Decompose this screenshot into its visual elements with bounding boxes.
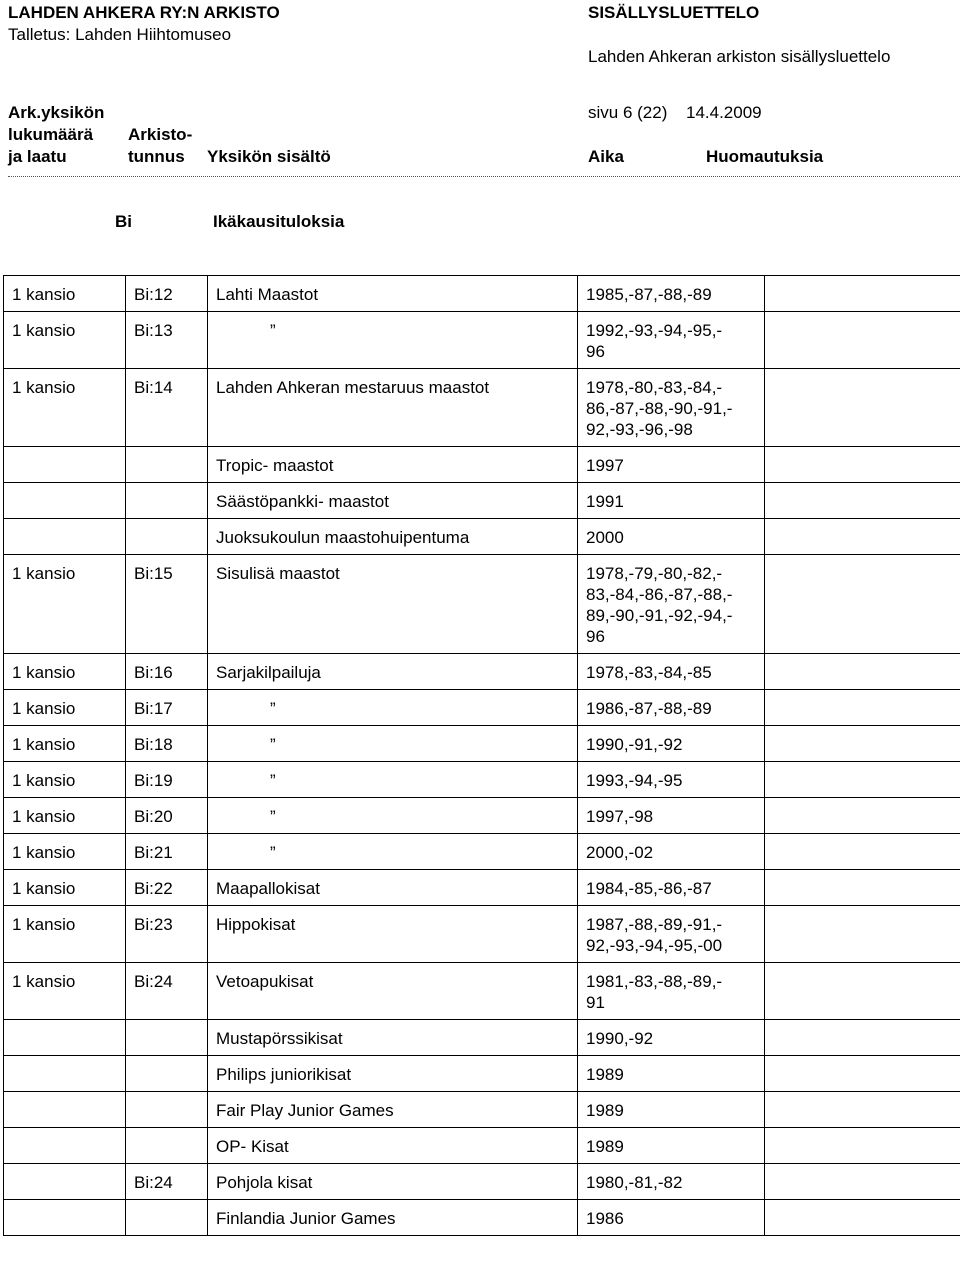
table-row — [4, 483, 960, 519]
code-cell: Bi:12 — [126, 276, 208, 312]
unit-cell: 1 kansio — [4, 726, 126, 762]
content-cell: Tropic- maastot — [208, 447, 578, 483]
unit-cell: 1 kansio — [4, 834, 126, 870]
unit-cell — [4, 447, 126, 483]
time-cell: 1978,-79,-80,-82,- 83,-84,-86,-87,-88,- 89,-90,-91,-92,-94,- 96 — [578, 555, 765, 654]
content-cell: ” — [208, 762, 578, 798]
table-row — [4, 834, 960, 870]
code-cell — [126, 1056, 208, 1092]
time-cell: 1978,-83,-84,-85 — [578, 654, 765, 690]
code-cell: Bi:21 — [126, 834, 208, 870]
content-cell: Lahden Ahkeran mestaruus maastot — [208, 369, 578, 447]
notes-cell — [765, 762, 960, 798]
content-cell: Sisulisä maastot — [208, 555, 578, 654]
notes-cell — [765, 1092, 960, 1128]
archive-table — [3, 275, 960, 1236]
notes-cell — [765, 834, 960, 870]
unit-cell: 1 kansio — [4, 369, 126, 447]
notes-cell — [765, 483, 960, 519]
column-header-content: Yksikön sisältö — [207, 147, 331, 166]
notes-cell — [765, 690, 960, 726]
code-cell: Bi:16 — [126, 654, 208, 690]
section-title: Ikäkausituloksia — [213, 212, 345, 231]
table-row — [4, 1092, 960, 1128]
notes-cell — [765, 1020, 960, 1056]
code-cell: Bi:23 — [126, 906, 208, 963]
time-cell: 1980,-81,-82 — [578, 1164, 765, 1200]
table-row — [4, 726, 960, 762]
code-cell: Bi:22 — [126, 870, 208, 906]
code-cell: Bi:13 — [126, 312, 208, 369]
notes-cell — [765, 1200, 960, 1236]
time-cell: 1990,-91,-92 — [578, 726, 765, 762]
table-row — [4, 906, 960, 963]
time-cell: 1989 — [578, 1128, 765, 1164]
table-row — [4, 312, 960, 369]
section-code: Bi — [115, 212, 132, 231]
time-cell: 1987,-88,-89,-91,- 92,-93,-94,-95,-00 — [578, 906, 765, 963]
time-cell: 1990,-92 — [578, 1020, 765, 1056]
code-cell — [126, 1200, 208, 1236]
time-cell: 1997 — [578, 447, 765, 483]
content-cell: ” — [208, 726, 578, 762]
notes-cell — [765, 963, 960, 1020]
unit-cell — [4, 1020, 126, 1056]
time-cell: 1985,-87,-88,-89 — [578, 276, 765, 312]
notes-cell — [765, 726, 960, 762]
unit-cell — [4, 1092, 126, 1128]
code-cell — [126, 1092, 208, 1128]
table-row — [4, 276, 960, 312]
notes-cell — [765, 906, 960, 963]
table-row — [4, 963, 960, 1020]
notes-cell — [765, 447, 960, 483]
code-cell — [126, 519, 208, 555]
content-cell: Säästöpankki- maastot — [208, 483, 578, 519]
column-header-code-line2: tunnus — [128, 147, 185, 166]
column-header-unit-line3: ja laatu — [8, 147, 67, 166]
table-row — [4, 762, 960, 798]
code-cell: Bi:19 — [126, 762, 208, 798]
notes-cell — [765, 276, 960, 312]
content-cell: Fair Play Junior Games — [208, 1092, 578, 1128]
column-header-unit-line2: lukumäärä — [8, 125, 94, 144]
notes-cell — [765, 1056, 960, 1092]
table-row — [4, 1020, 960, 1056]
unit-cell: 1 kansio — [4, 276, 126, 312]
content-cell: ” — [208, 312, 578, 369]
content-cell: Hippokisat — [208, 906, 578, 963]
content-cell: Pohjola kisat — [208, 1164, 578, 1200]
notes-cell — [765, 1164, 960, 1200]
column-header-time: Aika — [588, 147, 624, 166]
content-cell: Philips juniorikisat — [208, 1056, 578, 1092]
unit-cell: 1 kansio — [4, 555, 126, 654]
time-cell: 1997,-98 — [578, 798, 765, 834]
notes-cell — [765, 870, 960, 906]
document-date: 14.4.2009 — [686, 103, 762, 122]
unit-cell — [4, 1200, 126, 1236]
code-cell: Bi:14 — [126, 369, 208, 447]
table-row — [4, 870, 960, 906]
time-cell: 2000 — [578, 519, 765, 555]
content-cell: OP- Kisat — [208, 1128, 578, 1164]
table-row — [4, 654, 960, 690]
table-row — [4, 519, 960, 555]
notes-cell — [765, 798, 960, 834]
content-cell: Juoksukoulun maastohuipentuma — [208, 519, 578, 555]
content-cell: ” — [208, 798, 578, 834]
time-cell: 1991 — [578, 483, 765, 519]
code-cell: Bi:18 — [126, 726, 208, 762]
unit-cell: 1 kansio — [4, 963, 126, 1020]
time-cell: 1984,-85,-86,-87 — [578, 870, 765, 906]
notes-cell — [765, 369, 960, 447]
time-cell: 1986,-87,-88,-89 — [578, 690, 765, 726]
unit-cell: 1 kansio — [4, 906, 126, 963]
table-row — [4, 1128, 960, 1164]
storage-location: Talletus: Lahden Hiihtomuseo — [8, 25, 232, 44]
unit-cell — [4, 483, 126, 519]
time-cell: 1989 — [578, 1092, 765, 1128]
header-divider — [8, 176, 960, 177]
table-row — [4, 690, 960, 726]
unit-cell: 1 kansio — [4, 762, 126, 798]
table-row — [4, 1200, 960, 1236]
column-header-unit-line1: Ark.yksikön — [8, 103, 105, 122]
organization-title: LAHDEN AHKERA RY:N ARKISTO — [8, 3, 280, 22]
document-type: SISÄLLYSLUETTELO — [588, 3, 760, 22]
content-cell: Sarjakilpailuja — [208, 654, 578, 690]
table-row — [4, 369, 960, 447]
time-cell: 1993,-94,-95 — [578, 762, 765, 798]
content-cell: ” — [208, 834, 578, 870]
content-cell: Lahti Maastot — [208, 276, 578, 312]
table-row — [4, 555, 960, 654]
content-cell: ” — [208, 690, 578, 726]
code-cell — [126, 483, 208, 519]
time-cell: 1989 — [578, 1056, 765, 1092]
notes-cell — [765, 312, 960, 369]
table-row — [4, 1056, 960, 1092]
time-cell: 1992,-93,-94,-95,- 96 — [578, 312, 765, 369]
content-cell: Finlandia Junior Games — [208, 1200, 578, 1236]
time-cell: 2000,-02 — [578, 834, 765, 870]
code-cell — [126, 447, 208, 483]
table-row — [4, 798, 960, 834]
document-description: Lahden Ahkeran arkiston sisällysluettelo — [588, 47, 891, 66]
notes-cell — [765, 555, 960, 654]
unit-cell: 1 kansio — [4, 654, 126, 690]
code-cell: Bi:15 — [126, 555, 208, 654]
table-row — [4, 1164, 960, 1200]
notes-cell — [765, 1128, 960, 1164]
unit-cell: 1 kansio — [4, 312, 126, 369]
notes-cell — [765, 519, 960, 555]
table-row — [4, 447, 960, 483]
code-cell: Bi:17 — [126, 690, 208, 726]
unit-cell: 1 kansio — [4, 690, 126, 726]
time-cell: 1986 — [578, 1200, 765, 1236]
content-cell: Vetoapukisat — [208, 963, 578, 1020]
unit-cell — [4, 1056, 126, 1092]
content-cell: Mustapörssikisat — [208, 1020, 578, 1056]
notes-cell — [765, 654, 960, 690]
code-cell — [126, 1128, 208, 1164]
unit-cell: 1 kansio — [4, 870, 126, 906]
unit-cell — [4, 519, 126, 555]
unit-cell: 1 kansio — [4, 798, 126, 834]
unit-cell — [4, 1164, 126, 1200]
code-cell: Bi:24 — [126, 1164, 208, 1200]
unit-cell — [4, 1128, 126, 1164]
page-number: sivu 6 (22) — [588, 103, 668, 122]
column-header-notes: Huomautuksia — [706, 147, 824, 166]
code-cell: Bi:20 — [126, 798, 208, 834]
code-cell: Bi:24 — [126, 963, 208, 1020]
code-cell — [126, 1020, 208, 1056]
time-cell: 1981,-83,-88,-89,- 91 — [578, 963, 765, 1020]
time-cell: 1978,-80,-83,-84,- 86,-87,-88,-90,-91,- 92,-93,-96,-98 — [578, 369, 765, 447]
content-cell: Maapallokisat — [208, 870, 578, 906]
column-header-code-line1: Arkisto- — [128, 125, 193, 144]
